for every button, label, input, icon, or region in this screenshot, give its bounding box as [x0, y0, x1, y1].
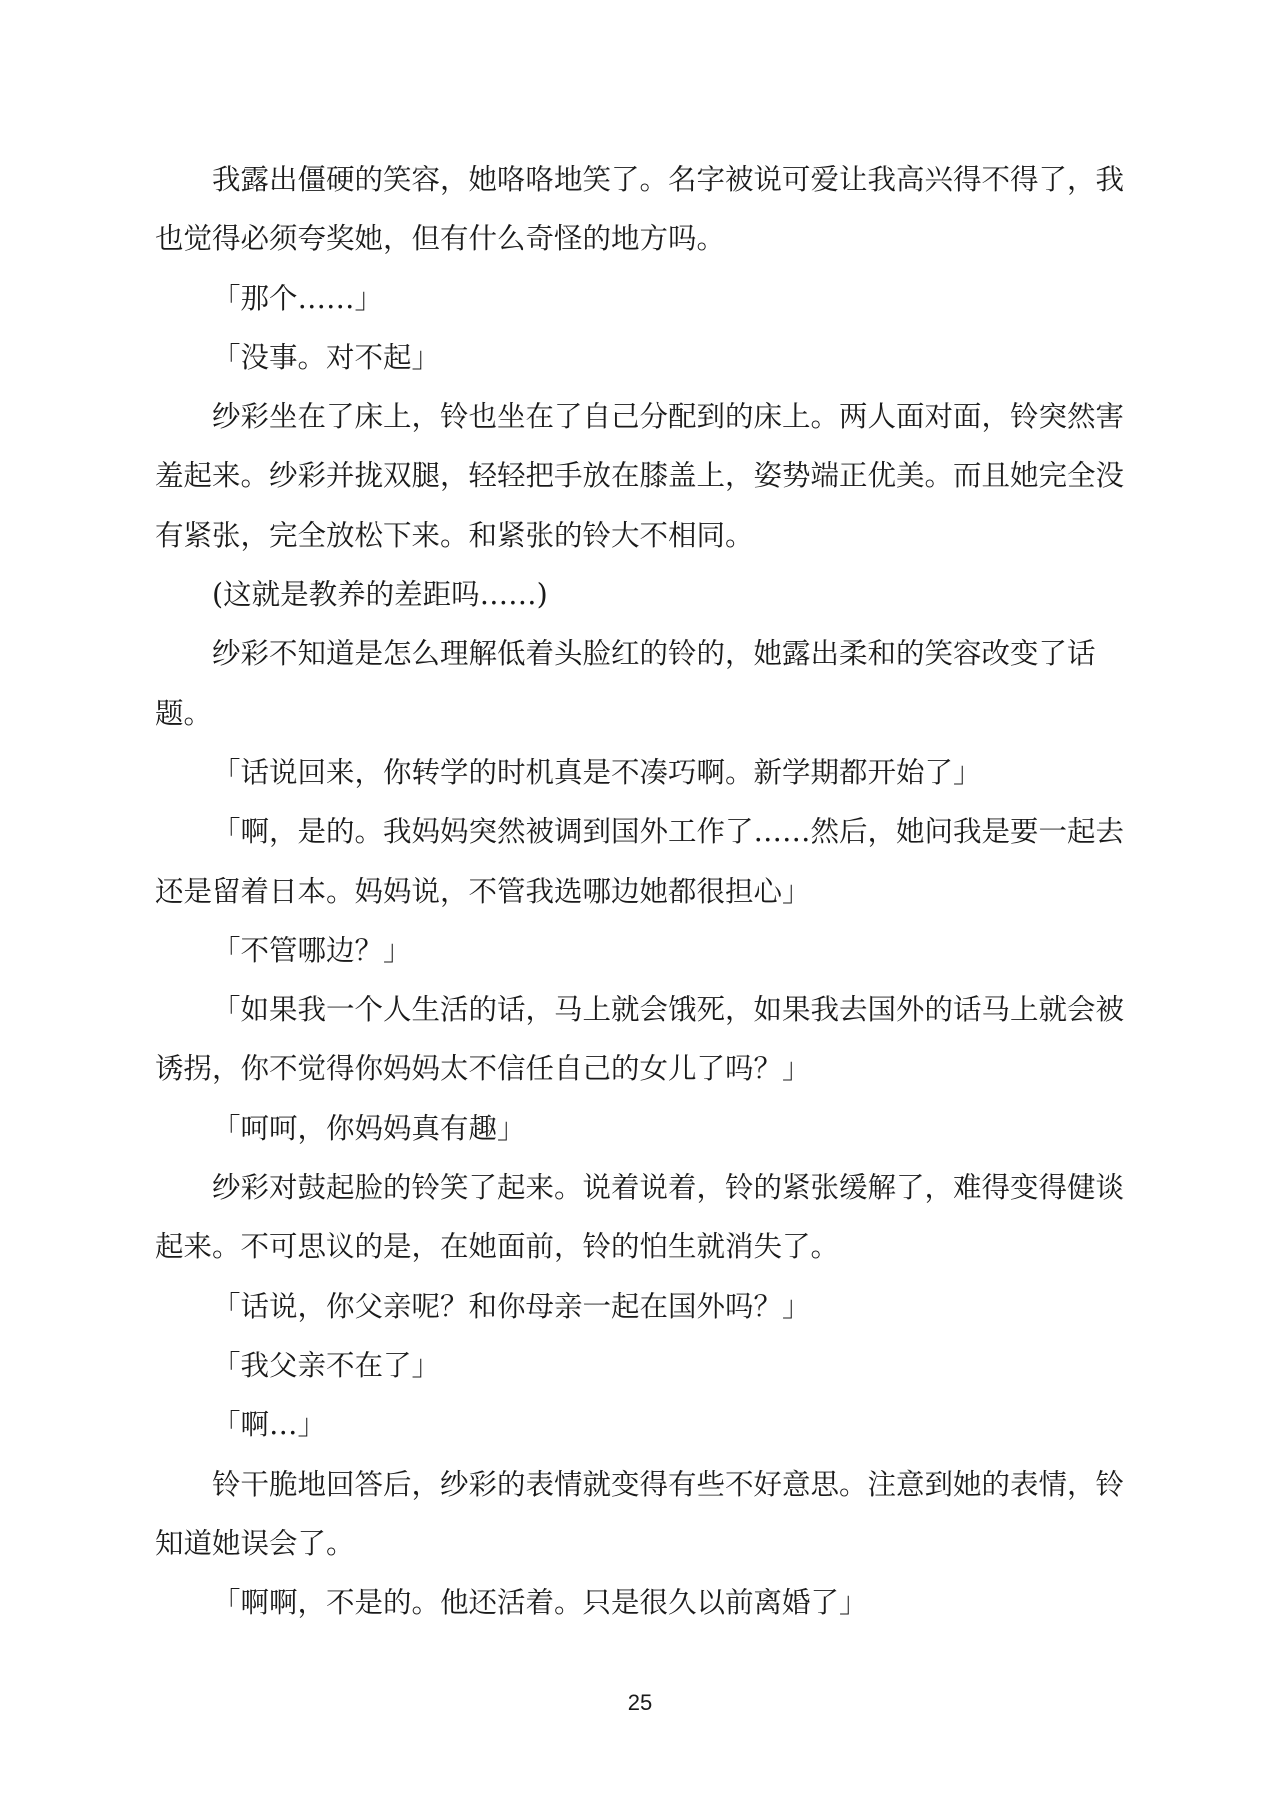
- paragraph: 「如果我一个人生活的话，马上就会饿死，如果我去国外的话马上就会被诱拐，你不觉得你妈妈太不信任自己的女儿了吗？」: [155, 993, 1125, 1086]
- paragraph: 「啊啊，不是的。他还活着。只是很久以前离婚了」: [212, 1586, 868, 1620]
- page-number: 25: [627, 1690, 653, 1715]
- paragraph: 「没事。对不起」: [212, 340, 441, 374]
- paragraph: (这就是教养的差距吗……): [212, 578, 548, 612]
- paragraph: 「话说回来，你转学的时机真是不凑巧啊。新学期都开始了」: [212, 755, 982, 789]
- paragraph: 「啊…」: [212, 1408, 327, 1442]
- paragraph: 「不管哪边？」: [212, 933, 412, 967]
- paragraph: 纱彩坐在了床上，铃也坐在了自己分配到的床上。两人面对面，铃突然害羞起来。纱彩并拢双腿，轻轻把手放在膝盖上，姿势端正优美。而且她完全没有紧张，完全放松下来。和紧张的铃大不相同。: [155, 400, 1125, 552]
- paragraph: 「呵呵，你妈妈真有趣」: [212, 1111, 526, 1145]
- paragraph: 纱彩对鼓起脸的铃笑了起来。说着说着，铃的紧张缓解了，难得变得健谈起来。不可思议的是，在她面前，铃的怕生就消失了。: [155, 1171, 1125, 1264]
- body-text: [155, 150, 1130, 1632]
- paragraph: 「我父亲不在了」: [212, 1348, 441, 1382]
- paragraph: 我露出僵硬的笑容，她咯咯地笑了。名字被说可爱让我高兴得不得了，我也觉得必须夸奖她，但有什么奇怪的地方吗。: [155, 163, 1125, 256]
- paragraph: 纱彩不知道是怎么理解低着头脸红的铃的，她露出柔和的笑容改变了话题。: [155, 637, 1096, 730]
- paragraph: 「话说，你父亲呢？和你母亲一起在国外吗？」: [212, 1289, 811, 1323]
- paragraph: 「那个……」: [212, 281, 384, 315]
- paragraph: 「啊，是的。我妈妈突然被调到国外工作了……然后，她问我是要一起去还是留着日本。妈妈说，不管我选哪边她都很担心」: [155, 815, 1125, 908]
- paragraph: 铃干脆地回答后，纱彩的表情就变得有些不好意思。注意到她的表情，铃知道她误会了。: [155, 1467, 1125, 1560]
